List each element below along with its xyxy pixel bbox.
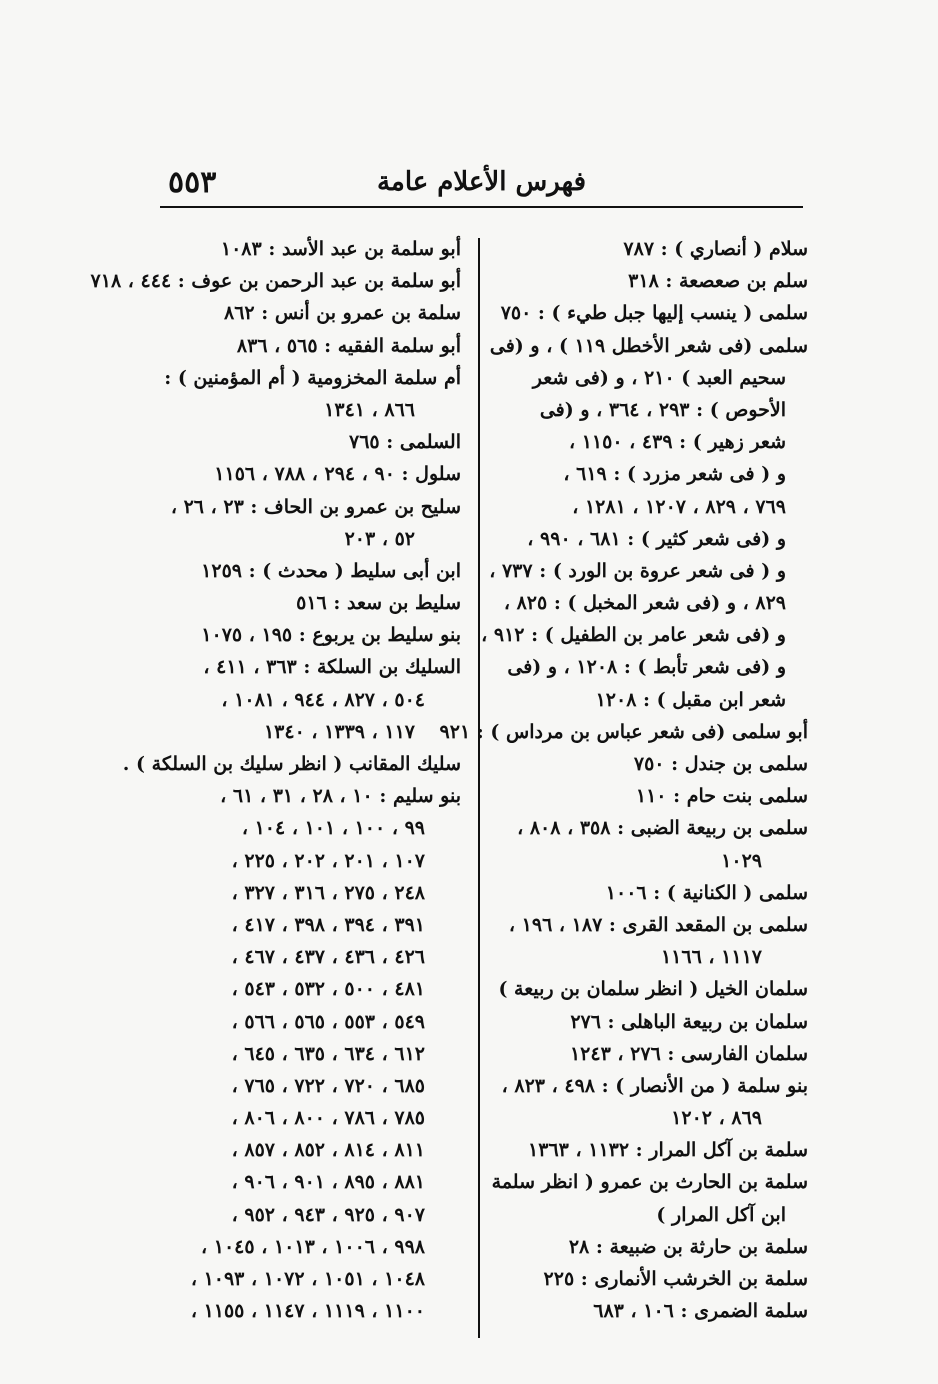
index-entry-line: سلمى ( ينسب إليها جبل طيء ) : ٧٥٠ (500, 302, 808, 325)
index-entry-line: ابن آكل المرار ) (656, 1203, 786, 1226)
index-entry-line: سلمان الخيل ( انظر سلمان بن ربيعة ) (498, 978, 808, 1001)
index-entry-line: ٨٨١ ، ٨٩٥ ، ٩٠١ ، ٩٠٦ ، (231, 1171, 425, 1194)
column-divider (478, 238, 480, 1338)
index-entry-line: سلمة بن الحارث بن عمرو ( انظر سلمة (491, 1171, 808, 1194)
index-entry-line: سلمى بن المقعد القرى : ١٨٧ ، ١٩٦ ، (508, 913, 808, 936)
index-entry-line: بنو سليم : ١٠ ، ٢٨ ، ٣١ ، ٦١ ، (220, 785, 461, 808)
index-entry-line: ٤٨١ ، ٥٠٠ ، ٥٣٢ ، ٥٤٣ ، (231, 978, 425, 1001)
index-entry-line: بنو سلمة ( من الأنصار ) : ٤٩٨ ، ٨٢٣ ، (501, 1074, 808, 1097)
index-entry-line: سلمة بن آكل المرار : ١١٣٢ ، ١٣٦٣ (528, 1139, 808, 1162)
index-entry-line: أم سلمة المخزومية ( أم المؤمنين ) : (164, 366, 461, 389)
index-entry-line: سلمى (فى شعر الأخطل ١١٩ ) ، و (فى (489, 334, 808, 357)
index-entry-line: و ( فى شعر مزرد ) : ٦١٩ ، (563, 463, 786, 486)
index-entry-line: ٨٦٩ ، ١٢٠٢ (671, 1107, 762, 1130)
index-entry-line: ٨٦٦ ، ١٣٤١ (324, 398, 415, 421)
index-entry-line: شعر ابن مقبل ) : ١٢٠٨ (595, 688, 786, 711)
index-entry-line: سلمى بنت حام : ١١٠ (635, 785, 808, 808)
index-entry-line: ٥٢ ، ٢٠٣ (344, 527, 415, 550)
index-entry-line: سلام ( أنصاري ) : ٧٨٧ (623, 238, 808, 260)
index-entry-line: أبو سلمة الفقيه : ٥٦٥ ، ٨٣٦ (236, 334, 461, 357)
index-entry-line: سحيم العبد ) ٢١٠ ، و (فى شعر (532, 366, 786, 389)
index-entry-line: سلمى بن ربيعة الضبى : ٣٥٨ ، ٨٠٨ ، (517, 817, 808, 840)
index-entry-line: سلمان الفارسى : ٢٧٦ ، ١٢٤٣ (569, 1042, 808, 1065)
index-entry-line: سلمة الضمرى : ١٠٦ ، ٦٨٣ (593, 1300, 808, 1323)
index-entry-line: السليك بن السلكة : ٣٦٣ ، ٤١١ ، (203, 656, 461, 679)
index-entry-line: سليك المقانب ( انظر سليك بن السلكة ) . (122, 753, 461, 775)
index-entry-line: ١٠٤٨ ، ١٠٥١ ، ١٠٧٢ ، ١٠٩٣ ، (190, 1268, 425, 1290)
index-entry-line: أبو سلمة بن عبد الرحمن بن عوف : ٤٤٤ ، ٧١٨ (90, 270, 461, 293)
index-entry-line: السلمى : ٧٦٥ (349, 431, 461, 454)
index-entry-line: سلمى ( الكنانية ) : ١٠٠٦ (605, 881, 808, 904)
index-entry-line: ١١١٧ ، ١١٦٦ (660, 946, 762, 969)
index-entry-line: سليح بن عمرو بن الحاف : ٢٣ ، ٢٦ ، (170, 495, 461, 518)
index-entry-line: ٩٩٨ ، ١٠٠٦ ، ١٠١٣ ، ١٠٤٥ ، (201, 1235, 425, 1258)
index-entry-line: ٨١١ ، ٨١٤ ، ٨٥٢ ، ٨٥٧ ، (231, 1139, 425, 1162)
index-entry-line: سلمة بن عمرو بن أنس : ٨٦٢ (224, 302, 461, 325)
index-entry-line: ٧٨٥ ، ٧٨٦ ، ٨٠٠ ، ٨٠٦ ، (231, 1107, 425, 1130)
index-entry-line: بنو سليط بن يربوع : ١٩٥ ، ١٠٧٥ (201, 624, 461, 647)
index-entry-line: سلمان بن ربيعة الباهلى : ٢٧٦ (570, 1010, 808, 1033)
index-entry-line: و (فى شعر عامر بن الطفيل ) : ٩١٢ ، (481, 624, 786, 647)
index-entry-line: شعر زهير ) : ٤٣٩ ، ١١٥٠ ، (568, 431, 786, 454)
index-entry-line: ٢٤٨ ، ٢٧٥ ، ٣١٦ ، ٣٢٧ ، (231, 881, 425, 904)
index-entry-line: ٤٢٦ ، ٤٣٦ ، ٤٣٧ ، ٤٦٧ ، (231, 946, 425, 969)
index-entry-line: أبو سلمة بن عبد الأسد : ١٠٨٣ (220, 238, 461, 260)
page-header (160, 165, 803, 205)
index-entry-line: ٥٤٩ ، ٥٥٣ ، ٥٦٥ ، ٥٦٦ ، (231, 1010, 425, 1033)
page-title: فهرس الأعلام عامة (376, 167, 587, 197)
index-entry-line: ٦١٢ ، ٦٣٤ ، ٦٣٥ ، ٦٤٥ ، (231, 1042, 425, 1065)
index-entry-line: سلمى بن جندل : ٧٥٠ (633, 753, 808, 775)
index-entry-line: ١١٠٠ ، ١١١٩ ، ١١٤٧ ، ١١٥٥ ، (190, 1300, 425, 1323)
index-entry-line: الأحوص ) : ٢٩٣ ، ٣٦٤ ، و (فى (539, 398, 786, 421)
index-entry-line: ٥٠٤ ، ٨٢٧ ، ٩٤٤ ، ١٠٨١ ، (221, 688, 425, 711)
index-entry-line: و ( فى شعر عروة بن الورد ) : ٧٣٧ ، (489, 559, 786, 582)
index-entry-line: ١١٧ ، ١٣٣٩ ، ١٣٤٠ (263, 720, 415, 743)
header-rule (160, 206, 803, 208)
index-entry-line: و (فى شعر تأبط ) : ١٢٠٨ ، و (فى (507, 656, 786, 679)
index-entry-line: سلم بن صعصعة : ٣١٨ (628, 270, 808, 293)
index-entry-line: ١٠٧ ، ٢٠١ ، ٢٠٢ ، ٢٢٥ ، (231, 849, 425, 872)
index-column-right (439, 233, 808, 1327)
index-entry-line: ٨٢٩ ، و (فى شعر المخبل ) : ٨٢٥ ، (503, 592, 786, 615)
index-entry-line: ٧٦٩ ، ٨٢٩ ، ١٢٠٧ ، ١٢٨١ ، (572, 495, 786, 518)
index-entry-line: ٩٠٧ ، ٩٢٥ ، ٩٤٣ ، ٩٥٢ ، (231, 1203, 425, 1226)
index-entry-line: أبو سلمى (فى شعر عباس بن مرداس ) : ٩٢١ (439, 720, 808, 743)
index-entry-line: ٣٩١ ، ٣٩٤ ، ٣٩٨ ، ٤١٧ ، (231, 913, 425, 936)
index-entry-line: سلمة بن حارثة بن ضبيعة : ٢٨ (568, 1235, 808, 1258)
index-entry-line: ٩٩ ، ١٠٠ ، ١٠١ ، ١٠٤ ، (241, 817, 425, 840)
index-column-left (90, 233, 461, 1327)
index-entry-line: سليط بن سعد : ٥١٦ (296, 592, 461, 615)
index-entry-line: ابن أبى سليط ( محدث ) : ١٢٥٩ (201, 559, 461, 582)
page-number: ٥٥٣ (168, 165, 217, 200)
index-entry-line: ١٠٢٩ (721, 849, 762, 872)
index-entry-line: و (فى شعر كثير ) : ٦٨١ ، ٩٩٠ ، (527, 527, 786, 550)
index-entry-line: سلول : ٩٠ ، ٢٩٤ ، ٧٨٨ ، ١١٥٦ (214, 463, 461, 486)
index-entry-line: ٦٨٥ ، ٧٢٠ ، ٧٢٢ ، ٧٦٥ ، (231, 1074, 425, 1097)
index-entry-line: سلمة بن الخرشب الأنمارى : ٢٢٥ (543, 1268, 808, 1290)
